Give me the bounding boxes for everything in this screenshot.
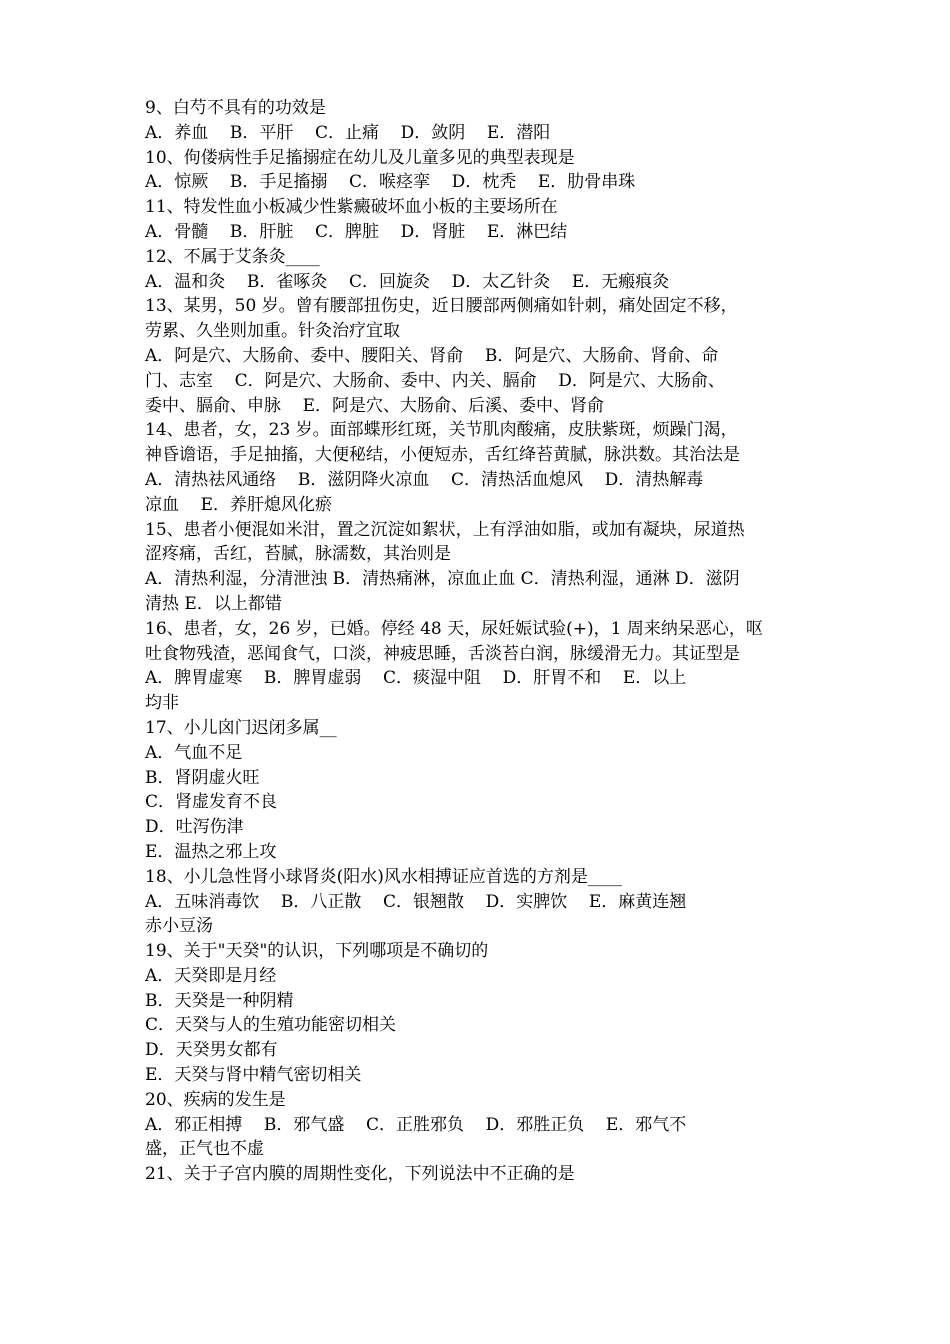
question-19-title: 19、关于"天癸"的认识，下列哪项是不确切的 bbox=[145, 941, 489, 962]
question-17-title: 17、小儿囟门迟闭多属__ bbox=[145, 717, 337, 738]
question-14-title: 14、患者，女，23 岁。面部蝶形红斑，关节肌肉酸痛，皮肤紫斑，烦躁门渴， bbox=[145, 420, 738, 441]
question-18-title: 18、小儿急性肾小球肾炎(阳水)风水相搏证应首选的方剂是____ bbox=[145, 866, 622, 887]
question-13-title: 13、某男，50 岁。曾有腰部扭伤史，近日腰部两侧痛如针刺，痛处固定不移， bbox=[145, 296, 738, 317]
question-16-title-cont: 吐食物残渣，恶闻食气，口淡，神疲思睡，舌淡苔白润，脉缓滑无力。其证型是 bbox=[145, 643, 740, 664]
question-18-options-cont: 赤小豆汤 bbox=[145, 916, 213, 937]
question-10-title: 10、佝偻病性手足搐搦症在幼儿及儿童多见的典型表现是 bbox=[145, 147, 575, 168]
question-18-options: A．五味消毒饮 B．八正散 C．银翘散 D．实脾饮 E．麻黄连翘 bbox=[145, 891, 687, 912]
question-16-options: A．脾胃虚寒 B．脾胃虚弱 C．痰湿中阻 D．肝胃不和 E．以上 bbox=[145, 668, 687, 689]
question-15-options-cont: 清热 E．以上都错 bbox=[145, 593, 282, 614]
question-19-option-b: B．天癸是一种阴精 bbox=[145, 990, 294, 1011]
question-19-option-c: C．天癸与人的生殖功能密切相关 bbox=[145, 1015, 397, 1036]
question-15-options: A．清热利湿，分清泄浊 B．清热痛淋，凉血止血 C．清热利湿，通淋 D．滋阴 bbox=[145, 569, 740, 590]
question-17-option-e: E．温热之邪上攻 bbox=[145, 841, 277, 862]
question-12-title: 12、不属于艾条灸____ bbox=[145, 246, 320, 267]
question-15-title: 15、患者小便混如米泔，置之沉淀如絮状，上有浮油如脂，或加有凝块，尿道热 bbox=[145, 519, 745, 540]
question-19-option-e: E．天癸与肾中精气密切相关 bbox=[145, 1065, 362, 1086]
question-14-options-cont: 凉血 E．养肝熄风化瘀 bbox=[145, 494, 333, 515]
question-13-title-cont: 劳累、久坐则加重。针灸治疗宜取 bbox=[145, 321, 400, 342]
question-13-options: A．阿是穴、大肠俞、委中、腰阳关、肾俞 B．阿是穴、大肠俞、肾俞、命 bbox=[145, 345, 719, 366]
question-13-options-cont: 委中、膈俞、申脉 E．阿是穴、大肠俞、后溪、委中、肾俞 bbox=[145, 395, 605, 416]
question-16-title: 16、患者，女，26 岁，已婚。停经 48 天，尿妊娠试验(+)，1 周来纳呆恶心，呕 bbox=[145, 618, 763, 639]
question-13-options-cont: 门、志室 C．阿是穴、大肠俞、委中、内关、膈俞 D．阿是穴、大肠俞、 bbox=[145, 370, 725, 391]
question-16-options-cont: 均非 bbox=[145, 693, 179, 714]
question-11-options: A．骨髓 B．肝脏 C．脾脏 D．肾脏 E．淋巴结 bbox=[145, 221, 568, 242]
question-9-title: 9、白芍不具有的功效是 bbox=[145, 98, 326, 118]
question-14-title-cont: 神昏谵语，手足抽搐，大便秘结，小便短赤，舌红绛苔黄腻，脉洪数。其治法是 bbox=[145, 445, 740, 466]
question-14-options: A．清热祛风通络 B．滋阴降火凉血 C．清热活血熄风 D．清热解毒 bbox=[145, 469, 704, 490]
question-21-title: 21、关于子宫内膜的周期性变化，下列说法中不正确的是 bbox=[145, 1164, 575, 1185]
question-17-option-a: A．气血不足 bbox=[145, 742, 243, 763]
question-15-title-cont: 涩疼痛，舌红，苔腻，脉濡数，其治则是 bbox=[145, 544, 451, 565]
question-12-options: A．温和灸 B．雀啄灸 C．回旋灸 D．太乙针灸 E．无瘢痕灸 bbox=[145, 271, 670, 292]
question-17-option-b: B．肾阴虚火旺 bbox=[145, 767, 260, 788]
question-17-option-c: C．肾虚发育不良 bbox=[145, 792, 278, 813]
question-11-title: 11、特发性血小板减少性紫癜破坏血小板的主要场所在 bbox=[145, 197, 558, 218]
question-19-option-d: D．天癸男女都有 bbox=[145, 1040, 278, 1061]
question-10-options: A．惊厥 B．手足搐搦 C．喉痉挛 D．枕秃 E．肋骨串珠 bbox=[145, 172, 636, 193]
question-20-options-cont: 盛，正气也不虚 bbox=[145, 1139, 264, 1160]
question-19-option-a: A．天癸即是月经 bbox=[145, 965, 277, 986]
question-20-options: A．邪正相搏 B．邪气盛 C．正胜邪负 D．邪胜正负 E．邪气不 bbox=[145, 1114, 687, 1135]
document-page bbox=[145, 96, 817, 1187]
question-17-option-d: D．吐泻伤津 bbox=[145, 817, 244, 838]
question-9-options: A．养血 B．平肝 C．止痛 D．敛阴 E．潜阳 bbox=[145, 122, 551, 143]
question-20-title: 20、疾病的发生是 bbox=[145, 1089, 286, 1110]
